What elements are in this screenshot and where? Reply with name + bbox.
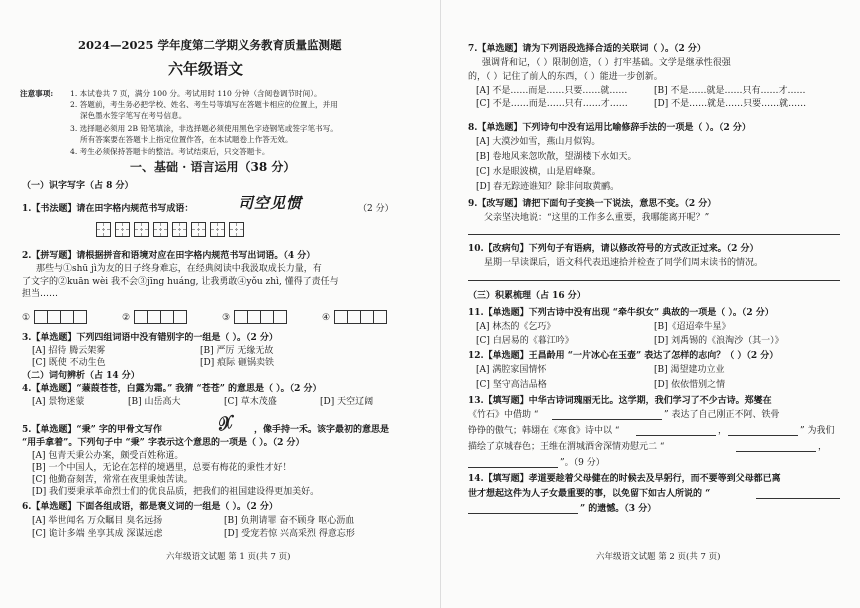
question-4: 4.【单选题】“蒹葭苍苍，白露为霜。” 我猜 “苍苍” 的意思是（ ）。（2 分） [22,384,322,394]
question-5-text: ，像手持一禾。该字最初的意思是 [254,425,390,435]
fill-blank[interactable] [728,435,798,436]
option[interactable]: [B] 负荆请罪 奋不顾身 呕心沥血 [224,516,355,526]
calligraphy-word: 司空见惯 [238,194,303,212]
option[interactable]: [A] 举世闻名 万众瞩目 臭名远扬 [32,516,163,526]
note-line: 4. 考生必须保持答题卡的整洁。考试结束后，只交答题卡。 [70,147,270,156]
notes-label: 注意事项: [20,89,54,98]
note-line: 1. 本试卷共 7 页，满分 100 分。考试用时 110 分钟（含阅卷调节时间）。 [70,89,322,98]
word-mark-2: ② [122,313,131,323]
tianzige-cell[interactable] [172,222,187,237]
section-heading: （三）积累梳理（占 16 分） [468,291,586,301]
option[interactable]: [C] 草木茂盛 [224,397,277,407]
question-10: 10.【改病句】下列句子有语病，请以修改符号的方式改正过来。（2 分） [468,244,759,254]
tianzige-cell[interactable] [229,222,244,237]
tianzige-cell[interactable] [134,222,149,237]
option[interactable]: [C] 不是……而是……只有……才…… [476,99,628,109]
question-8: 8.【单选题】下列诗句中没有运用比喻修辞手法的一项是（ ）。（2 分） [468,123,751,133]
question-14-text: 世才想起这件为人子女最重要的事，以免留下如古人所说的 “ [468,489,711,499]
tianzige-cell[interactable] [210,222,225,237]
option[interactable]: [D] 春无踪迹谁知？除非问取黄鹂。 [476,182,620,192]
option[interactable]: [C] 他勤奋刻苦，常常在夜里秉烛苦读。 [32,475,193,485]
oracle-bone-glyph-icon: 𝒳 [215,411,236,436]
option[interactable]: [B] 不是……就是……只有……才…… [654,86,806,96]
fill-blank[interactable] [468,513,578,514]
question-13-text: ” 表达了自己刚正不阿、铁骨 [664,410,780,420]
word-grid-1[interactable] [34,310,86,324]
question-13: 13.【填写题】中华古诗词瑰丽无比。这学期，我们学习了不少古诗。郑燮在 [468,396,772,406]
section-heading: （二）词句辨析（占 14 分） [22,371,140,381]
question-7-text: 的，（ ）记住了前人的东西，（ ）能进一步创新。 [468,72,663,82]
tianzige-cell[interactable] [191,222,206,237]
fill-blank[interactable] [756,498,840,499]
page-1 [18,0,418,608]
option[interactable]: [C] 诡计多端 坐享其成 深谋远虑 [32,529,163,539]
word-grid-4[interactable] [334,310,386,324]
question-7-text: 强调背和记，（ ）限制创造，（ ）打牢基础。文学是继承性很强 [482,58,731,68]
answer-line[interactable] [468,280,840,281]
option[interactable]: [C] 白居易的《暮江吟》 [476,336,574,346]
word-grid-2[interactable] [134,310,186,324]
option[interactable]: [A] 景物迷蒙 [32,397,85,407]
note-line: 3. 选择题必须用 2B 铅笔填涂，非选择题必须使用黑色字迹钢笔或签字笔书写。 [70,124,338,133]
exam-subject: 六年级语文 [168,60,244,78]
option[interactable]: [A] 林杰的《乞巧》 [476,322,556,332]
option[interactable]: [A] 大漠沙如雪，燕山月似钩。 [476,137,601,147]
note-line: 所有答案要在答题卡上指定位置作答，在本试题卷上作答无效。 [80,135,293,144]
question-1-score: （2 分） [358,204,394,214]
exam-title: 2024—2025 学年度第二学期义务教育质量监测题 [78,38,342,52]
fill-blank[interactable] [552,419,662,420]
option[interactable]: [D] 刘禹锡的《浪淘沙（其一）》 [654,336,784,346]
question-11: 11.【单选题】下列古诗中没有出现 “牵牛织女” 典故的一项是（ ）。（2 分） [468,308,774,318]
option[interactable]: [C] 既使 不动生色 [32,358,106,368]
question-13-text: ， [818,442,828,452]
question-1: 1.【书法题】请在田字格内规范书写成语： [22,204,194,214]
question-2: 2.【拼写题】请根据拼音和语境对应在田字格内规范书写出词语。（4 分） [22,251,316,261]
option[interactable]: [D] 我们要秉承革命烈士们的优良品质，把我们的祖国建设得更加美好。 [32,487,320,497]
option[interactable]: [B] 一个中国人，无论在怎样的境遇里，总要有梅花的秉性才好！ [32,463,292,473]
answer-line[interactable] [468,234,840,235]
question-13-text: ” 为我们 [800,426,835,436]
option[interactable]: [C] 水是眼波横，山是眉峰聚。 [476,167,601,177]
question-10-text: 星期一早读课后，语文科代表迅速拾并检查了同学们周末读书的情况。 [484,258,764,268]
question-5: 5.【单选题】“秉” 字的甲骨文写作 [22,425,162,435]
question-2-text: 了文字的②kuān wèi 我不会③jīng huáng, 让我勇敢④yǒu zhì, 懂得了责任与 [22,277,339,287]
question-14-text: ” 的遗憾。（3 分） [580,504,657,514]
question-7: 7.【单选题】请为下列语段选择合适的关联词（ ）。（2 分） [468,44,706,54]
question-12: 12.【单选题】王昌龄用 “一片冰心在玉壶” 表达了怎样的志向？（ ）（2 分） [468,351,779,361]
question-6: 6.【单选题】下面各组成语，都是褒义词的一组是（ ）。（2 分） [22,502,278,512]
question-2-text: 那些与①shū jì为友的日子终身难忘，在经典阅读中我汲取成长力量，有 [36,264,322,274]
question-13-text: 铮铮的傲气；韩翃在《寒食》诗中以 “ [468,426,620,436]
note-line: 深色墨水签字笔写在考号信息。 [80,111,187,120]
tianzige-grid[interactable] [96,222,244,237]
option[interactable]: [B] 渴望建功立业 [654,365,725,375]
part-heading: 一、基础 · 语言运用（38 分） [130,160,296,174]
question-9-text: 父亲坚决地说：“这里的工作多么重要，我哪能离开呢？” [484,213,710,223]
page-fold-divider [440,0,441,608]
question-13-text: 描绘了京城春色；王维在渭城酒舍深情劝慰元二 “ [468,442,665,452]
option[interactable]: [A] 满腔家国情怀 [476,365,547,375]
question-13-text: ， [718,426,728,436]
word-mark-4: ④ [322,313,331,323]
tianzige-cell[interactable] [115,222,130,237]
tianzige-cell[interactable] [96,222,111,237]
word-mark-3: ③ [222,313,231,323]
question-5-text: “用手拿着”。下列句子中 “秉” 字表示这个意思的一项是（ ）。（2 分） [22,438,305,448]
option[interactable]: [A] 不是……而是……只要……就…… [476,86,628,96]
question-2-text: 担当…… [22,289,59,299]
option[interactable]: [D] 依依惜别之情 [654,380,726,390]
option[interactable]: [D] 不是……就是……只要……就…… [654,99,807,109]
option[interactable]: [D] 痕际 砸锅卖铁 [200,358,274,368]
word-grid-3[interactable] [234,310,286,324]
tianzige-cell[interactable] [153,222,168,237]
question-13-text: ”。（9 分） [560,458,605,468]
page-footer: 六年级语文试题 第 1 页(共 7 页) [166,552,291,562]
option[interactable]: [D] 受宠若惊 兴高采烈 得意忘形 [224,529,355,539]
option[interactable]: [C] 坚守高洁品格 [476,380,547,390]
fill-blank[interactable] [468,467,558,468]
question-14: 14.【填写题】孝道要趁着父母健在的时候去及早躬行，而不要等到父母都已离 [468,474,781,484]
option[interactable]: [A] 包青天秉公办案，颇受百姓称道。 [32,451,184,461]
option[interactable]: [B] 山岳高大 [128,397,181,407]
option[interactable]: [B]《迢迢牵牛星》 [654,322,731,332]
question-13-text: 《竹石》中借助 “ [468,410,539,420]
option[interactable]: [A] 招待 腾云架雾 [32,346,106,356]
page-2 [466,0,846,608]
question-3: 3.【单选题】下列四组词语中没有错别字的一组是（ ）。（2 分） [22,333,278,343]
word-mark-1: ① [22,313,31,323]
section-heading: （一）识字写字（占 8 分） [22,181,134,191]
question-9: 9.【改写题】请把下面句子变换一下说法，意思不变。（2 分） [468,199,717,209]
fill-blank[interactable] [736,451,816,452]
option[interactable]: [B] 卷地风来忽吹散，望湖楼下水如天。 [476,152,637,162]
option[interactable]: [D] 天空辽阔 [320,397,374,407]
page-footer: 六年级语文试题 第 2 页(共 7 页) [596,552,721,562]
note-line: 2. 答题前，考生务必把学校、姓名、考生号等填写在答题卡相应的位置上，并用 [70,100,338,109]
fill-blank[interactable] [636,435,716,436]
option[interactable]: [B] 严厉 无缘无故 [200,346,274,356]
